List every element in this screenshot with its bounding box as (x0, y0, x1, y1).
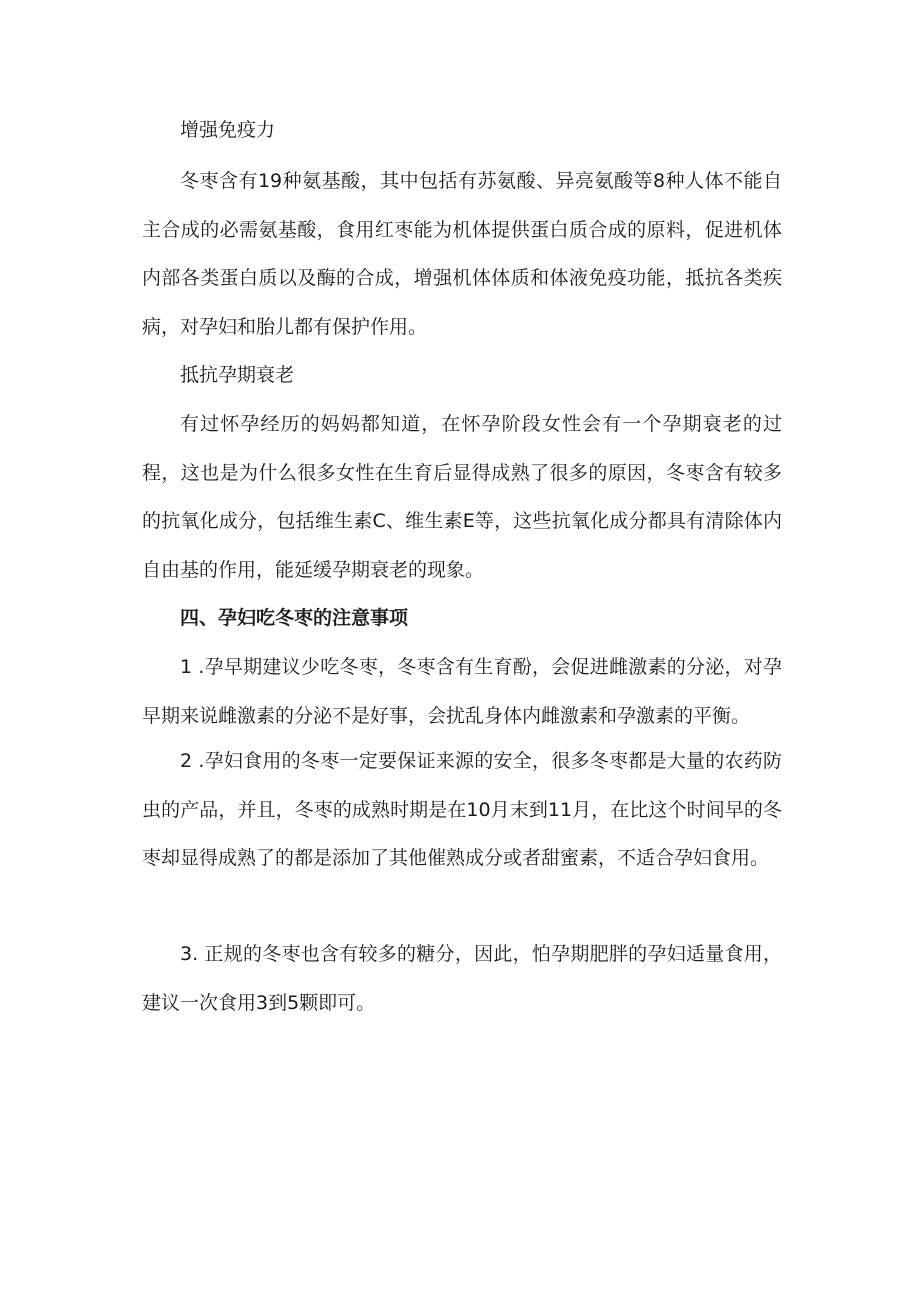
note-item-2: 2 .孕妇食用的冬枣一定要保证来源的安全，很多冬枣都是大量的农药防虫的产品，并且，冬枣的成熟时期是在10月末到11月，在比这个时间早的冬枣却显得成熟了的都是添加了其他催熟成分或者甜蜜素，不适合孕妇食用。 (142, 750, 782, 869)
paragraph-immunity: 冬枣含有19种氨基酸，其中包括有苏氨酸、异亮氨酸等8种人体不能自主合成的必需氨基酸，食用红枣能为机体提供蛋白质合成的原料，促进机体内部各类蛋白质以及酶的合成，增强机体体质和体液免疫功能，抵抗各类疾病，对孕妇和胎儿都有保护作用。 (142, 170, 782, 338)
paragraph-anti-aging: 有过怀孕经历的妈妈都知道，在怀孕阶段女性会有一个孕期衰老的过程，这也是为什么很多女性在生育后显得成熟了很多的原因，冬枣含有较多的抗氧化成分，包括维生素C、维生素E等，这些抗氧化成分都具有清除体内自由基的作用，能延缓孕期衰老的现象。 (142, 413, 782, 581)
subheading-anti-aging: 抵抗孕期衰老 (180, 364, 295, 386)
subheading-immunity: 增强免疫力 (180, 119, 276, 141)
note-item-1: 1 .孕早期建议少吃冬枣，冬枣含有生育酚，会促进雌激素的分泌，对孕早期来说雌激素的分泌不是好事，会扰乱身体内雌激素和孕激素的平衡。 (142, 656, 782, 727)
section-title-notes: 四、孕妇吃冬枣的注意事项 (180, 607, 409, 629)
note-item-3: 3. 正规的冬枣也含有较多的糖分，因此，怕孕期肥胖的孕妇适量食用，建议一次食用3到5颗即可。 (142, 943, 782, 1014)
